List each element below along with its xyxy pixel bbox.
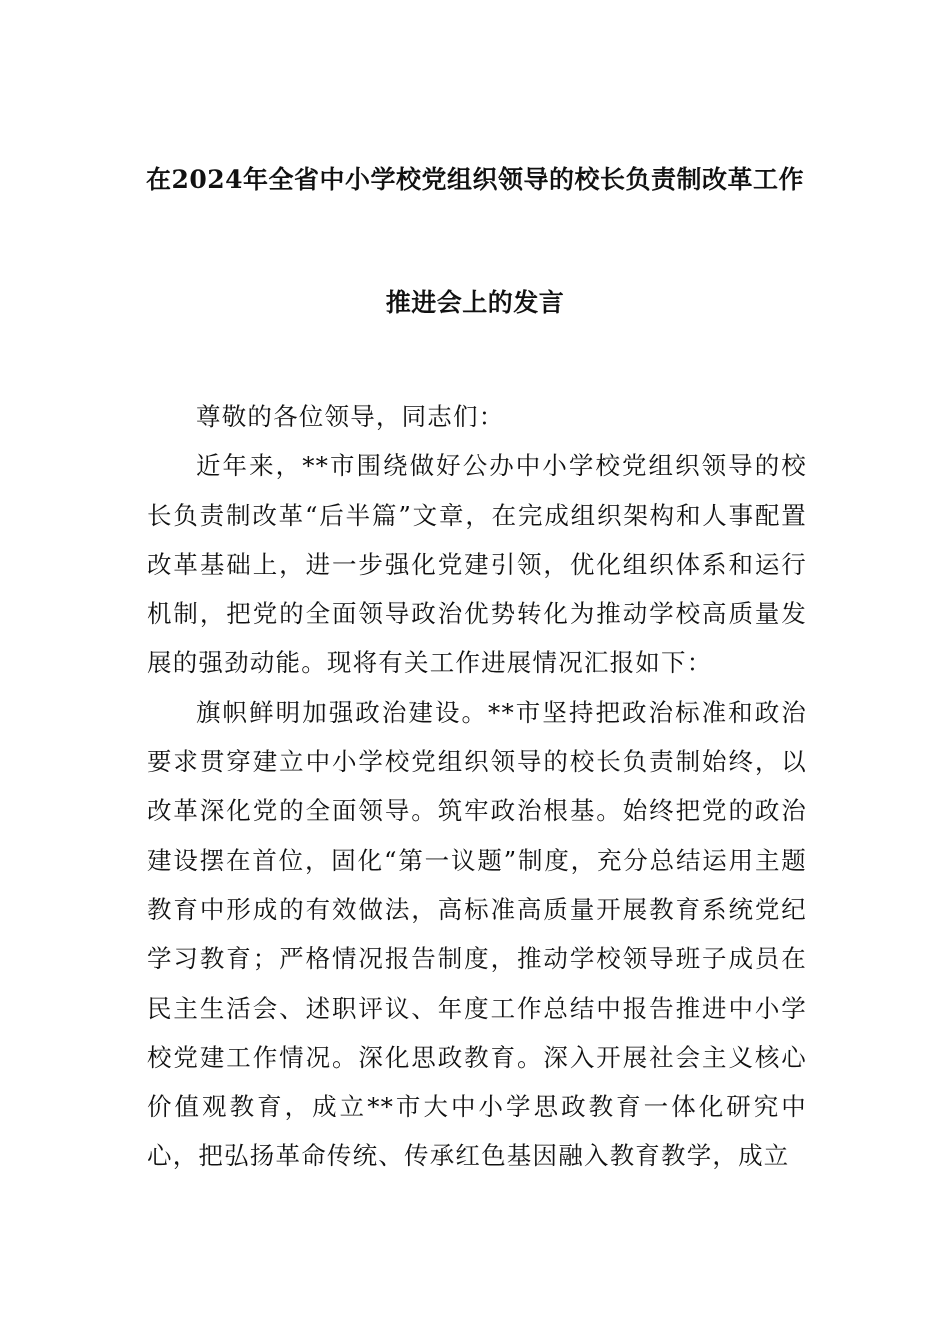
paragraph-political-building: 旗帜鲜明加强政治建设。**市坚持把政治标准和政治要求贯穿建立中小学校党组织领导的校长负责制始终，以改革深化党的全面领导。筑牢政治根基。始终把党的政治建设摆在首位，固化“第一议题”制度，充分总结运用主题教育中形成的有效做法，高标准高质量开展教育系统党纪学习教育；严格情况报告制度，推动学校领导班子成员在民主生活会、述职评议、年度工作总结中报告推进中小学校党建工作情况。深化思政教育。深入开展社会主义核心价值观教育，成立**市大中小学思政教育一体化研究中心，把弘扬革命传统、传承红色基因融入教育教学，成立 (147, 697, 807, 1171)
salutation: 尊敬的各位领导，同志们： (196, 402, 505, 431)
paragraph-intro: 近年来，**市围绕做好公办中小学校党组织领导的校长负责制改革“后半篇”文章，在完成组织架构和人事配置改革基础上，进一步强化党建引领，优化组织体系和运行机制，把党的全面领导政治优势转化为推动学校高质量发展的强劲动能。现将有关工作进展情况汇报如下： (147, 451, 807, 678)
document-body (147, 392, 807, 1181)
document-title-line1: 在2024年全省中小学校党组织领导的校长负责制改革工作 (145, 165, 805, 194)
document-title-line2: 推进会上的发言 (385, 288, 565, 317)
